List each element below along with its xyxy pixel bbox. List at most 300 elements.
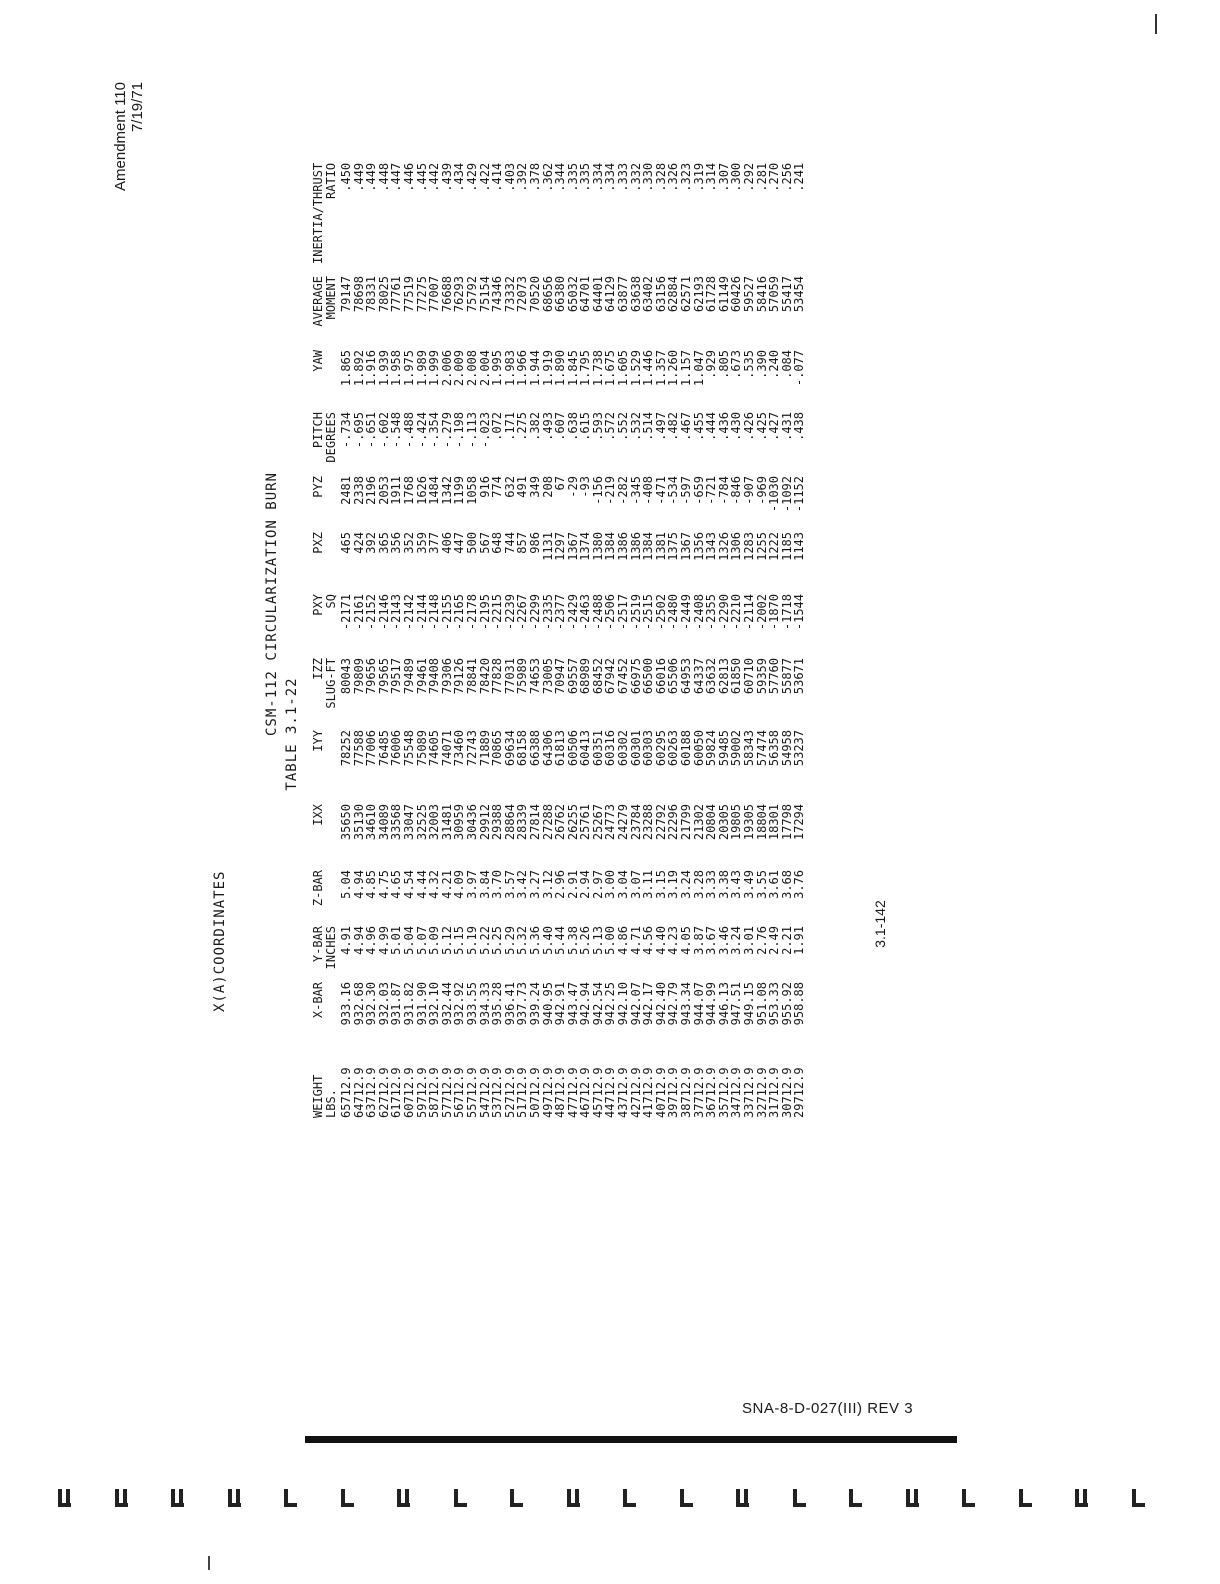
amendment-date: 7/19/71 xyxy=(129,82,146,133)
cell-inertia-thrust-ratio: .445 xyxy=(414,162,429,192)
rotated-table-page xyxy=(112,84,892,1124)
cell-x-bar: 933.55 xyxy=(464,982,479,1026)
cell-z-bar: 3.38 xyxy=(716,870,731,899)
cell-pxy: -2146 xyxy=(376,594,391,631)
cell-average-moment: 79147 xyxy=(339,276,353,313)
cell-z-bar: 3.70 xyxy=(490,870,505,899)
cell-yaw: 1.919 xyxy=(540,350,555,387)
cell-z-bar: 3.15 xyxy=(653,870,668,899)
cell-yaw: 1.605 xyxy=(616,350,631,387)
cell-yaw: 1.999 xyxy=(427,350,442,387)
cell-y-bar: 4.94 xyxy=(351,926,366,955)
cell-x-bar: 939.24 xyxy=(527,982,542,1026)
cell-pitch: .572 xyxy=(603,412,618,441)
cell-x-bar: 946.13 xyxy=(716,982,731,1026)
cell-izz: 77828 xyxy=(490,658,505,695)
cell-pyz: 774 xyxy=(490,476,505,498)
cell-yaw: 1.795 xyxy=(578,350,593,387)
cell-pxz: 1381 xyxy=(653,532,668,561)
cell-x-bar: 932.92 xyxy=(452,982,467,1026)
cell-y-bar: 5.36 xyxy=(527,926,542,955)
cell-pxy: -2517 xyxy=(616,594,631,631)
cell-izz: 61850 xyxy=(729,658,744,695)
cell-z-bar: 4.44 xyxy=(414,870,429,899)
cell-ixx: 28339 xyxy=(515,804,530,841)
cell-ixx: 32525 xyxy=(414,804,429,841)
cell-z-bar: 4.54 xyxy=(401,870,416,899)
table-row xyxy=(579,157,592,1124)
cell-izz: 79517 xyxy=(389,658,404,695)
cell-pyz: 2338 xyxy=(351,476,366,505)
cell-ixx: 19305 xyxy=(742,804,756,841)
cell-inertia-thrust-ratio: .323 xyxy=(679,162,694,192)
cell-inertia-thrust-ratio: .392 xyxy=(515,162,530,192)
cell-izz: 77031 xyxy=(502,658,517,695)
cell-pxz: 567 xyxy=(477,532,492,554)
cell-inertia-thrust-ratio: .307 xyxy=(716,162,731,192)
cell-pxy: -2515 xyxy=(641,594,656,631)
cell-iyy: 60263 xyxy=(666,730,681,767)
cell-pitch: .430 xyxy=(729,412,744,441)
unit-pitch: DEGREES xyxy=(324,412,338,463)
cell-iyy: 71889 xyxy=(477,730,492,767)
cell-pyz: 1342 xyxy=(439,476,454,505)
cell-x-bar: 942.54 xyxy=(590,982,605,1026)
cell-x-bar: 933.16 xyxy=(339,982,353,1026)
cell-iyy: 70865 xyxy=(490,730,505,767)
cell-yaw: 1.675 xyxy=(603,350,618,387)
scan-mark xyxy=(1132,1489,1146,1507)
cell-weight: 37712.9 xyxy=(691,1067,706,1118)
cell-yaw: 2.009 xyxy=(452,350,467,387)
cell-pxz: 1367 xyxy=(679,532,694,561)
cell-inertia-thrust-ratio: .447 xyxy=(389,162,404,192)
cell-ixx: 17294 xyxy=(792,804,807,841)
cell-z-bar: 3.33 xyxy=(704,870,719,899)
table-row xyxy=(428,157,441,1124)
cell-inertia-thrust-ratio: .448 xyxy=(376,162,391,192)
cell-pyz: -534 xyxy=(666,476,681,505)
cell-iyy: 60301 xyxy=(628,730,643,767)
cell-ixx: 29388 xyxy=(490,804,505,841)
cell-weight: 30712.9 xyxy=(779,1067,794,1118)
cell-y-bar: 5.19 xyxy=(464,926,479,955)
cell-iyy: 54958 xyxy=(779,730,794,767)
cell-ixx: 24279 xyxy=(616,804,631,841)
cell-average-moment: 66380 xyxy=(553,276,568,313)
cell-inertia-thrust-ratio: .241 xyxy=(792,162,807,192)
cell-y-bar: 4.86 xyxy=(616,926,631,955)
cell-iyy: 60316 xyxy=(603,730,618,767)
cell-pyz: -1030 xyxy=(767,476,782,513)
cell-x-bar: 932.10 xyxy=(427,982,442,1026)
cell-ixx: 18804 xyxy=(754,804,769,841)
cell-average-moment: 77519 xyxy=(401,276,416,313)
cell-pxy: -2488 xyxy=(590,594,605,631)
cell-average-moment: 78331 xyxy=(364,276,379,313)
cell-pyz: 491 xyxy=(515,476,530,498)
cell-x-bar: 943.34 xyxy=(679,982,694,1026)
cell-ixx: 34610 xyxy=(364,804,379,841)
cell-pitch: .275 xyxy=(515,412,530,441)
cell-y-bar: 5.07 xyxy=(414,926,429,955)
cell-weight: 35712.9 xyxy=(716,1067,731,1118)
cell-z-bar: 4.21 xyxy=(439,870,454,899)
cell-y-bar: 4.56 xyxy=(641,926,656,955)
cell-average-moment: 63156 xyxy=(653,276,668,313)
scan-mark xyxy=(58,1489,72,1507)
cell-pxz: 986 xyxy=(527,532,542,554)
table-row xyxy=(340,157,353,1124)
unit-izz: SLUG-FT xyxy=(324,658,338,709)
cell-iyy: 74605 xyxy=(427,730,442,767)
cell-pitch: -.198 xyxy=(452,412,467,449)
cell-z-bar: 2.91 xyxy=(565,870,580,899)
cell-average-moment: 63877 xyxy=(616,276,631,313)
scan-mark xyxy=(793,1489,807,1507)
page-number: 3.1-142 xyxy=(872,900,888,948)
cell-izz: 59359 xyxy=(754,658,769,695)
cell-inertia-thrust-ratio: .333 xyxy=(616,162,631,192)
cell-weight: 34712.9 xyxy=(729,1067,744,1118)
cell-pyz: -659 xyxy=(691,476,706,505)
cell-z-bar: 2.97 xyxy=(590,870,605,899)
cell-inertia-thrust-ratio: .442 xyxy=(427,162,442,192)
cell-pyz: 67 xyxy=(553,476,568,491)
cell-iyy: 74071 xyxy=(439,730,454,767)
cell-pxz: 1386 xyxy=(616,532,631,561)
cell-yaw: .535 xyxy=(742,350,756,379)
cell-y-bar: 2.76 xyxy=(754,926,769,955)
cell-izz: 70947 xyxy=(553,658,568,695)
table-units-row xyxy=(325,157,340,1124)
cell-iyy: 53237 xyxy=(792,730,807,767)
cell-pxz: 1143 xyxy=(792,532,807,561)
cell-y-bar: 5.22 xyxy=(477,926,492,955)
cell-yaw: 2.004 xyxy=(477,350,492,387)
cell-pyz: -969 xyxy=(754,476,769,505)
cell-iyy: 64306 xyxy=(540,730,555,767)
table-row xyxy=(529,157,542,1124)
cell-inertia-thrust-ratio: .429 xyxy=(464,162,479,192)
scan-mark xyxy=(510,1489,524,1507)
cell-weight: 62712.9 xyxy=(376,1067,391,1118)
cell-pxz: 1374 xyxy=(578,532,593,561)
cell-yaw: 1.944 xyxy=(527,350,542,387)
footer-rule xyxy=(305,1436,957,1443)
table-row xyxy=(768,157,781,1124)
cell-pitch: .638 xyxy=(565,412,580,441)
cell-pitch: .438 xyxy=(792,412,807,441)
cell-weight: 54712.9 xyxy=(477,1067,492,1118)
cell-yaw: 1.975 xyxy=(401,350,416,387)
cell-pitch: .482 xyxy=(666,412,681,441)
cell-iyy: 68158 xyxy=(515,730,530,767)
cell-izz: 57760 xyxy=(767,658,782,695)
header-izz: IZZ xyxy=(311,658,325,680)
cell-pitch: .431 xyxy=(779,412,794,441)
cell-inertia-thrust-ratio: .292 xyxy=(742,162,756,192)
header-inertia-thrust: INERTIA/THRUST xyxy=(311,162,325,264)
cell-pxy: -2463 xyxy=(578,594,593,631)
cell-pxz: 1185 xyxy=(779,532,794,561)
cell-izz: 66500 xyxy=(641,658,656,695)
document-id: SNA-8-D-027(III) REV 3 xyxy=(742,1400,914,1417)
cell-pxz: 1356 xyxy=(691,532,706,561)
cell-inertia-thrust-ratio: .449 xyxy=(364,162,379,192)
cell-pyz: -784 xyxy=(716,476,731,505)
cell-izz: 79656 xyxy=(364,658,379,695)
cell-iyy: 60050 xyxy=(691,730,706,767)
cell-y-bar: 5.32 xyxy=(515,926,530,955)
cell-pxy: -2002 xyxy=(754,594,769,631)
scan-tick-mark xyxy=(208,1556,210,1570)
cell-pitch: -.734 xyxy=(339,412,353,449)
cell-pxz: 447 xyxy=(452,532,467,554)
scan-mark xyxy=(849,1489,863,1507)
cell-inertia-thrust-ratio: .403 xyxy=(502,162,517,192)
cell-iyy: 60506 xyxy=(565,730,580,767)
cell-average-moment: 63638 xyxy=(628,276,643,313)
cell-z-bar: 4.94 xyxy=(351,870,366,899)
unit-x-bar xyxy=(325,976,340,1050)
cell-ixx: 25267 xyxy=(590,804,605,841)
cell-iyy: 57474 xyxy=(754,730,769,767)
cell-average-moment: 60426 xyxy=(729,276,744,313)
cell-weight: 57712.9 xyxy=(439,1067,454,1118)
cell-yaw: 2.006 xyxy=(439,350,454,387)
cell-pitch: .436 xyxy=(716,412,731,441)
cell-weight: 61712.9 xyxy=(389,1067,404,1118)
cell-pxy: -2143 xyxy=(389,594,404,631)
cell-izz: 79126 xyxy=(452,658,467,695)
cell-yaw: .240 xyxy=(767,350,782,379)
cell-x-bar: 942.07 xyxy=(628,982,643,1026)
unit-z-bar xyxy=(325,864,340,920)
cell-weight: 38712.9 xyxy=(679,1067,694,1118)
cell-y-bar: 4.96 xyxy=(364,926,379,955)
cell-pxy: -2114 xyxy=(742,594,756,631)
cell-y-bar: 5.15 xyxy=(452,926,467,955)
cell-weight: 51712.9 xyxy=(515,1067,530,1118)
cell-weight: 63712.9 xyxy=(364,1067,379,1118)
cell-yaw: -.077 xyxy=(792,350,807,387)
header-ixx: IXX xyxy=(311,804,325,826)
cell-x-bar: 937.73 xyxy=(515,982,530,1026)
cell-pxy: -2239 xyxy=(502,594,517,631)
cell-pxy: -2155 xyxy=(439,594,454,631)
cell-x-bar: 935.28 xyxy=(490,982,505,1026)
cell-pitch: .593 xyxy=(590,412,605,441)
cell-weight: 36712.9 xyxy=(704,1067,719,1118)
cell-average-moment: 77275 xyxy=(414,276,429,313)
cell-yaw: 1.157 xyxy=(679,350,694,387)
cell-pyz: -597 xyxy=(679,476,694,505)
cell-pitch: .382 xyxy=(527,412,542,441)
cell-pyz: -156 xyxy=(590,476,605,505)
cell-average-moment: 59527 xyxy=(742,276,756,313)
cell-pyz: 1058 xyxy=(464,476,479,505)
cell-izz: 67452 xyxy=(616,658,631,695)
cell-pxy: -2195 xyxy=(477,594,492,631)
cell-pxz: 857 xyxy=(515,532,530,554)
cell-pxy: -2148 xyxy=(427,594,442,631)
cell-ixx: 34089 xyxy=(376,804,391,841)
cell-pyz: 1768 xyxy=(401,476,416,505)
cell-pitch: .171 xyxy=(502,412,517,441)
cell-ixx: 30959 xyxy=(452,804,467,841)
cell-average-moment: 64129 xyxy=(603,276,618,313)
cell-weight: 31712.9 xyxy=(767,1067,782,1118)
cell-x-bar: 944.99 xyxy=(704,982,719,1026)
header-iyy: IYY xyxy=(311,730,325,752)
scan-mark xyxy=(228,1489,242,1507)
cell-y-bar: 5.01 xyxy=(389,926,404,955)
cell-z-bar: 3.97 xyxy=(464,870,479,899)
cell-average-moment: 62571 xyxy=(679,276,694,313)
cell-ixx: 28864 xyxy=(502,804,517,841)
cell-pitch: .607 xyxy=(553,412,568,441)
cell-average-moment: 64701 xyxy=(578,276,593,313)
cell-ixx: 33047 xyxy=(401,804,416,841)
cell-ixx: 17798 xyxy=(779,804,794,841)
cell-pxz: 1255 xyxy=(754,532,769,561)
cell-average-moment: 76293 xyxy=(452,276,467,313)
cell-inertia-thrust-ratio: .449 xyxy=(351,162,366,192)
cell-inertia-thrust-ratio: .450 xyxy=(339,162,353,192)
cell-yaw: 1.958 xyxy=(389,350,404,387)
cell-pyz: -471 xyxy=(653,476,668,505)
cell-x-bar: 936.41 xyxy=(502,982,517,1026)
cell-inertia-thrust-ratio: .334 xyxy=(603,162,618,192)
cell-weight: 33712.9 xyxy=(742,1067,756,1118)
cell-iyy: 78252 xyxy=(339,730,353,767)
cell-pxz: 1297 xyxy=(553,532,568,561)
cell-y-bar: 4.71 xyxy=(628,926,643,955)
cell-y-bar: 5.09 xyxy=(427,926,442,955)
cell-izz: 53671 xyxy=(792,658,807,695)
cell-iyy: 60302 xyxy=(616,730,631,767)
cell-inertia-thrust-ratio: .314 xyxy=(704,162,719,192)
scan-mark xyxy=(341,1489,355,1507)
cell-pxy: -1544 xyxy=(792,594,807,631)
cell-yaw: 1.939 xyxy=(376,350,391,387)
cell-z-bar: 3.57 xyxy=(502,870,517,899)
cell-weight: 60712.9 xyxy=(401,1067,416,1118)
cell-y-bar: 5.04 xyxy=(401,926,416,955)
cell-pitch: .493 xyxy=(540,412,555,441)
cell-pxy: -2178 xyxy=(464,594,479,631)
cell-iyy: 59002 xyxy=(729,730,744,767)
cell-x-bar: 931.90 xyxy=(414,982,429,1026)
cell-y-bar: 4.40 xyxy=(653,926,668,955)
cell-izz: 78420 xyxy=(477,658,492,695)
cell-weight: 47712.9 xyxy=(565,1067,580,1118)
cell-ixx: 23784 xyxy=(628,804,643,841)
cell-pxy: -2519 xyxy=(628,594,643,631)
table-row xyxy=(491,157,504,1124)
cell-y-bar: 4.99 xyxy=(376,926,391,955)
cell-pxz: 352 xyxy=(401,532,416,554)
cell-inertia-thrust-ratio: .344 xyxy=(553,162,568,192)
cell-average-moment: 78025 xyxy=(376,276,391,313)
cell-average-moment: 62884 xyxy=(666,276,681,313)
cell-pitch: -.602 xyxy=(376,412,391,449)
cell-izz: 65506 xyxy=(666,658,681,695)
cell-pyz: -846 xyxy=(729,476,744,505)
cell-y-bar: 3.87 xyxy=(691,926,706,955)
cell-pyz: 1626 xyxy=(414,476,429,505)
cell-iyy: 60351 xyxy=(590,730,605,767)
cell-pxz: 377 xyxy=(427,532,442,554)
cell-izz: 79565 xyxy=(376,658,391,695)
cell-ixx: 21799 xyxy=(679,804,694,841)
cell-izz: 68989 xyxy=(578,658,593,695)
cell-z-bar: 2.96 xyxy=(553,870,568,899)
cell-izz: 66016 xyxy=(653,658,668,695)
cell-average-moment: 75154 xyxy=(477,276,492,313)
cell-ixx: 24773 xyxy=(603,804,618,841)
cell-pxy: -2480 xyxy=(666,594,681,631)
cell-weight: 39712.9 xyxy=(666,1067,681,1118)
cell-inertia-thrust-ratio: .434 xyxy=(452,162,467,192)
cell-pitch: .455 xyxy=(691,412,706,441)
cell-izz: 55877 xyxy=(779,658,794,695)
amendment-note xyxy=(112,82,146,1082)
burn-title: CSM-112 CIRCULARIZATION BURN xyxy=(264,472,280,737)
table-row xyxy=(642,157,655,1124)
cell-pyz: -721 xyxy=(704,476,719,505)
cell-z-bar: 3.19 xyxy=(666,870,681,899)
cell-average-moment: 61149 xyxy=(716,276,731,313)
cell-pxz: 359 xyxy=(414,532,429,554)
coordinates-title: X(A)COORDINATES xyxy=(212,870,228,1012)
cell-weight: 46712.9 xyxy=(578,1067,593,1118)
header-pitch: PITCH xyxy=(311,412,325,449)
cell-inertia-thrust-ratio: .334 xyxy=(590,162,605,192)
table-row xyxy=(403,157,416,1124)
cell-pitch: .425 xyxy=(754,412,769,441)
cell-yaw: .673 xyxy=(729,350,744,379)
cell-x-bar: 951.08 xyxy=(754,982,769,1026)
cell-pitch: .426 xyxy=(742,412,756,441)
cell-z-bar: 4.32 xyxy=(427,870,442,899)
cell-pyz: -29 xyxy=(565,476,580,498)
cell-z-bar: 2.94 xyxy=(578,870,593,899)
cell-z-bar: 3.07 xyxy=(628,870,643,899)
cell-weight: 49712.9 xyxy=(540,1067,555,1118)
unit-y-bar: INCHES xyxy=(324,926,338,970)
cell-izz: 66975 xyxy=(628,658,643,695)
cell-z-bar: 3.76 xyxy=(792,870,807,899)
cell-ixx: 33568 xyxy=(389,804,404,841)
cell-z-bar: 3.12 xyxy=(540,870,555,899)
cell-yaw: 1.983 xyxy=(502,350,517,387)
cell-pyz: -282 xyxy=(616,476,631,505)
mass-properties-table xyxy=(312,157,806,1124)
scan-mark xyxy=(623,1489,637,1507)
table-row xyxy=(705,157,718,1124)
cell-pitch: -.488 xyxy=(401,412,416,449)
cell-yaw: .805 xyxy=(716,350,731,379)
cell-pxz: 1384 xyxy=(603,532,618,561)
cell-pyz: 1484 xyxy=(427,476,442,505)
cell-average-moment: 77761 xyxy=(389,276,404,313)
cell-pyz: 916 xyxy=(477,476,492,498)
cell-iyy: 60303 xyxy=(641,730,656,767)
table-row xyxy=(466,157,479,1124)
cell-iyy: 73460 xyxy=(452,730,467,767)
